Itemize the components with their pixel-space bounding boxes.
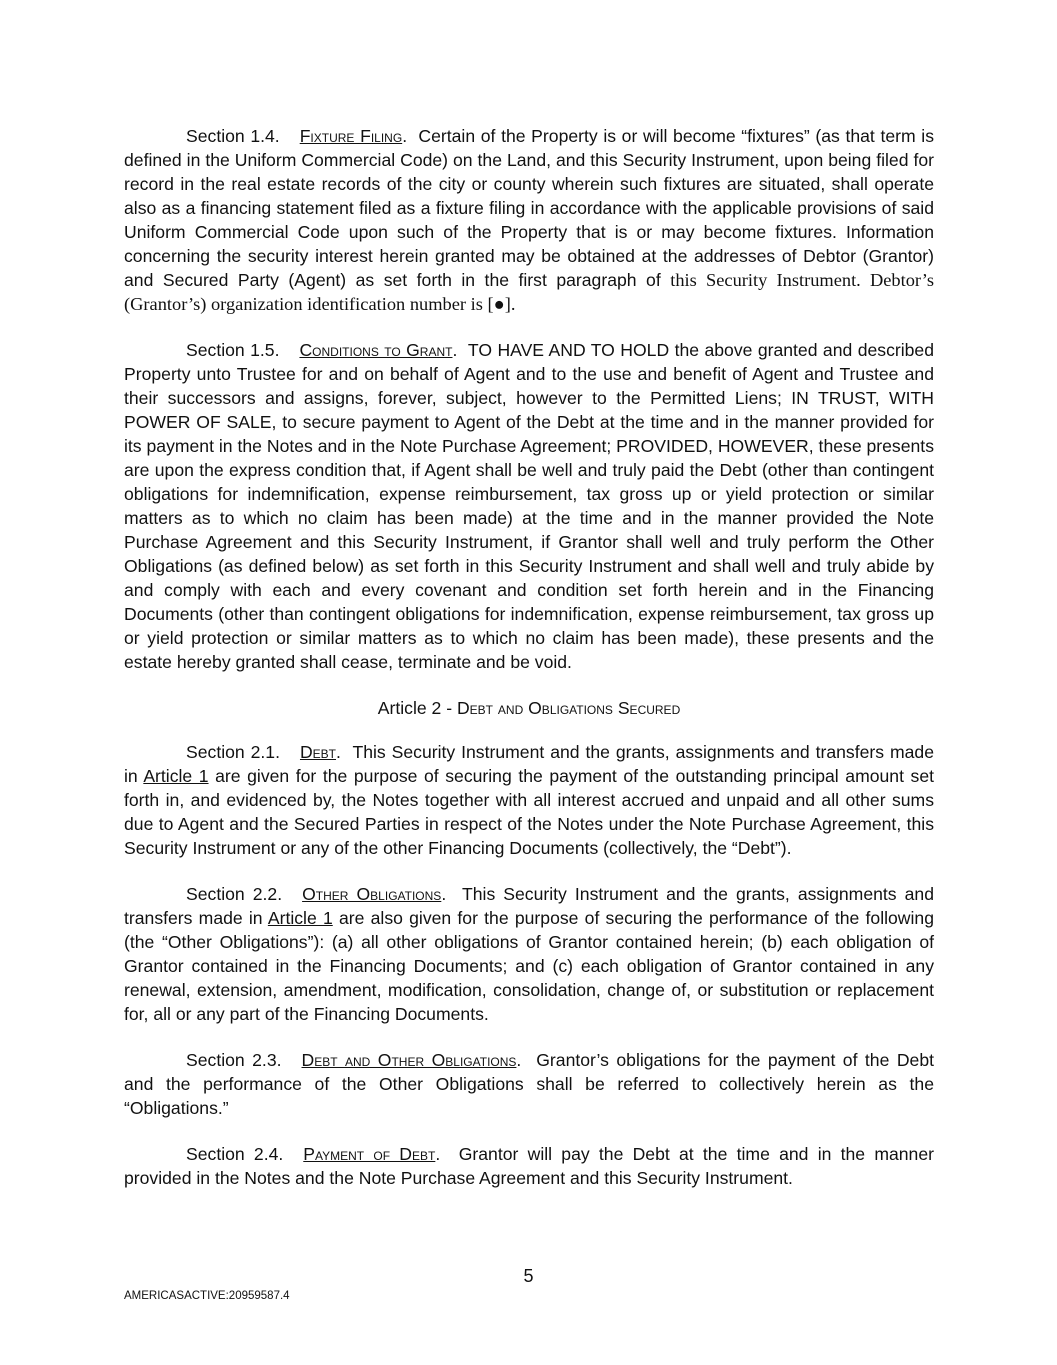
section-text: TO HAVE AND TO HOLD the above granted and described Property unto Trustee for and on behalf of Agent and to the use and benefit of Agent and Trustee and their successors and assigns, forever, subject, however to the Permitted Liens; IN TRUST, WITH POWER OF SALE, to secure payment to Agent of the Debt at the time and in the manner provided for its payment in the Notes and in the Note Purchase Agreement; PROVIDED, HOWEVER, these presents are upon the express condition that, if Agent shall be well and truly paid the Debt (other than contingent obligations for indemnification, expense reimbursement, tax gross up or yield protection or similar matters as to which no claim has been made) at the time and in the manner provided the Note Purchase Agreement and this Security Instrument, if Grantor shall well and truly perform the Other Obligations (as defined below) as set forth in this Security Instrument and shall well and truly abide by and comply with each and every covenant and condition set forth herein and in the Financing Documents (other than contingent obligations for indemnification, expense reimbursement, tax gross up or yield protection or similar matters as to which no claim has been made), these presents and the estate hereby granted shall cease, terminate and be void. xyxy=(124,340,934,672)
section-caption: Conditions to Grant xyxy=(299,340,453,360)
page-number: 5 xyxy=(523,1266,534,1286)
document-page xyxy=(124,124,934,1212)
section-caption: Debt xyxy=(299,742,337,762)
section-number: Section 2.1. xyxy=(186,742,280,762)
section-caption: Other Obligations xyxy=(302,884,442,904)
section-text: This Security Instrument and the grants, assignments and transfers made in xyxy=(124,742,934,786)
section-2-1: Section 2.1. Debt. This Security Instrument and the grants, assignments and transfers made in Article 1 are given for the purpose of securing the payment of the outstanding principal amount set forth in, and evidenced by, the Notes together with all interest accrued and unpaid and all other sums due to Agent and the Secured Parties in respect of the Notes under the Note Purchase Agreement, this Security Instrument or any of the other Financing Documents (collectively, the “Debt”). xyxy=(124,742,935,858)
article-title: Debt and Obligations Secured xyxy=(456,698,681,718)
section-1-5: Section 1.5. Conditions to Grant. TO HAVE AND TO HOLD the above granted and described Property unto Trustee for and on behalf of Agent and to the use and benefit of Agent and Trustee and their successors and assigns, forever, subject, however to the Permitted Liens; IN TRUST, WITH POWER OF SALE, to secure payment to Agent of the Debt at the time and in the manner provided for its payment in the Notes and in the Note Purchase Agreement; PROVIDED, HOWEVER, these presents are upon the express condition that, if Agent shall be well and truly paid the Debt (other than contingent obligations for indemnification, expense reimbursement, tax gross up or yield protection or similar matters as to which no claim has been made) at the time and in the manner provided the Note Purchase Agreement and this Security Instrument, if Grantor shall well and truly perform the Other Obligations (as defined below) as set forth in this Security Instrument and shall well and truly abide by and comply with each and every covenant and condition set forth herein and in the Financing Documents (other than contingent obligations for indemnification, expense reimbursement, tax gross up or yield protection or similar matters as to which no claim has been made), these presents and the estate hereby granted shall cease, terminate and be void. xyxy=(124,340,934,672)
section-text-continued: are also given for the purpose of securing the performance of the following (the “Other Obligations”): (a) all other obligations of Grantor contained herein; (b) each obligation of Grantor contained in the Financing Documents; and (c) each obligation of Grantor contained in any renewal, extension, amendment, modification, consolidation, change of, or substitution or replacement for, all or any part of the Financing Documents. xyxy=(124,908,934,1024)
section-number: Section 2.4. xyxy=(186,1144,284,1164)
section-number: Section 1.4. xyxy=(186,126,280,146)
document-id: AMERICASACTIVE:20959587.4 xyxy=(124,1290,290,1302)
section-text-continued: are given for the purpose of securing the payment of the outstanding principal amount set forth in, and evidenced by, the Notes together with all interest accrued and unpaid and all other sums due to Agent and the Secured Parties in respect of the Notes under the Note Purchase Agreement, this Security Instrument or any of the other Financing Documents (collectively, the “Debt”). xyxy=(124,766,935,858)
article-1-reference-link[interactable]: Article 1 xyxy=(143,766,209,786)
section-number: Section 2.3. xyxy=(186,1050,282,1070)
article-2-heading xyxy=(124,696,934,720)
section-2-2: Section 2.2. Other Obligations. This Security Instrument and the grants, assignments and transfers made in Article 1 are also given for the purpose of securing the performance of the following (the “Other Obligations”): (a) all other obligations of Grantor contained herein; (b) each obligation of Grantor contained in the Financing Documents; and (c) each obligation of Grantor contained in any renewal, extension, amendment, modification, consolidation, change of, or substitution or replacement for, all or any part of the Financing Documents. xyxy=(124,884,934,1024)
article-1-reference-link[interactable]: Article 1 xyxy=(267,908,333,928)
article-label: Article 2 xyxy=(377,698,442,718)
section-2-3: Section 2.3. Debt and Other Obligations. Grantor’s obligations for the payment of the Debt and the performance of the Other Obligations shall be referred to collectively herein as the “Obligations.” xyxy=(124,1050,935,1118)
section-caption: Payment of Debt xyxy=(303,1144,436,1164)
section-text: Grantor will pay the Debt at the time and in the manner provided in the Notes and the Note Purchase Agreement and this Security Instrument. xyxy=(124,1144,934,1188)
section-text: Certain of the Property is or will become “fixtures” (as that term is defined in the Uniform Commercial Code) on the Land, and this Security Instrument, upon being filed for record in the real estate records of the city or county wherein such fixtures are situated, shall operate also as a financing statement filed as a fixture filing in accordance with the applicable provisions of said Uniform Commercial Code upon such of the Property that is or may become fixtures. Information concerning the security interest herein granted may be obtained at the addresses of Debtor (Grantor) and Secured Party (Agent) as set forth in the first paragraph of xyxy=(124,126,935,290)
section-caption: Debt and Other Obligations xyxy=(301,1050,517,1070)
section-2-4: Section 2.4. Payment of Debt. Grantor will pay the Debt at the time and in the manner provided in the Notes and the Note Purchase Agreement and this Security Instrument. xyxy=(124,1144,934,1188)
section-caption: Fixture Filing xyxy=(299,126,403,146)
article-dash: - xyxy=(446,698,453,718)
section-1-4: Section 1.4. Fixture Filing. Certain of the Property is or will become “fixtures” (as that term is defined in the Uniform Commercial Code) on the Land, and this Security Instrument, upon being filed for record in the real estate records of the city or county wherein such fixtures are situated, shall operate also as a financing statement filed as a fixture filing in accordance with the applicable provisions of said Uniform Commercial Code upon such of the Property that is or may become fixtures. Information concerning the security interest herein granted may be obtained at the addresses of Debtor (Grantor) and Secured Party (Agent) as set forth in the first paragraph of this Security Instrument. Debtor’s (Grantor’s) organization identification number is [●]. xyxy=(124,126,935,314)
section-text: Grantor’s obligations for the payment of the Debt and the performance of the Other Obligations shall be referred to collectively herein as the “Obligations.” xyxy=(124,1050,935,1118)
section-number: Section 2.2. xyxy=(186,884,283,904)
section-number: Section 1.5. xyxy=(186,340,280,360)
section-text-serif: this Security Instrument. Debtor’s (Grantor’s) organization identification number is [●]. xyxy=(124,270,934,314)
section-text: This Security Instrument and the grants, assignments and transfers made in xyxy=(124,884,934,928)
